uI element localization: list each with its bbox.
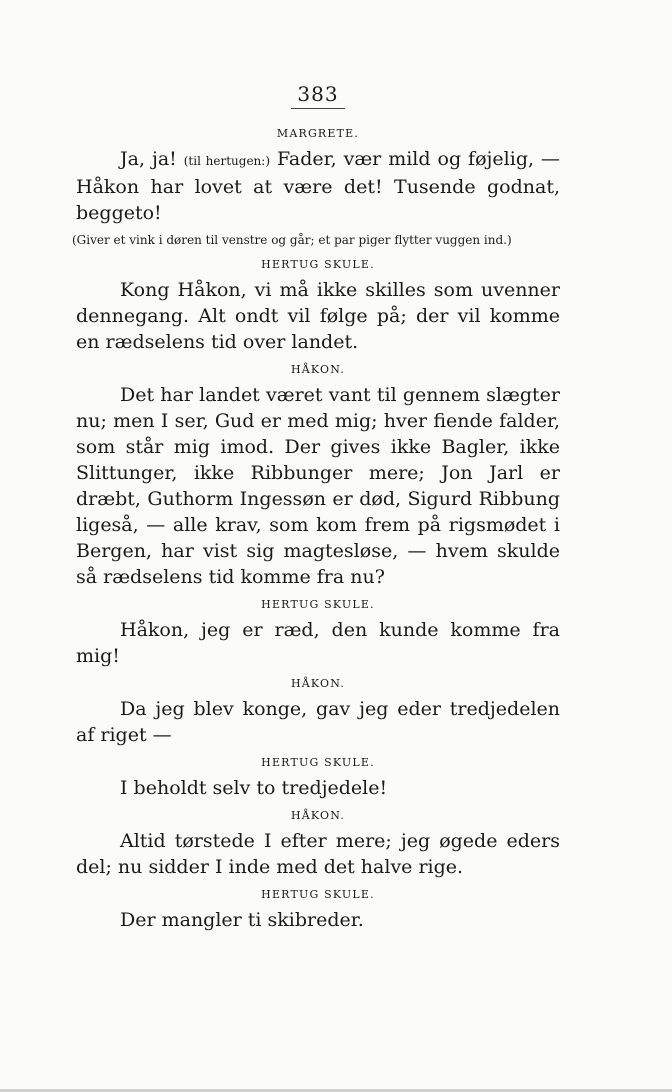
speaker-name: HERTUG SKULE. [261,598,375,611]
speaker-name: HERTUG SKULE. [261,756,375,769]
speech-text: Kong Håkon, vi må ikke skilles som uvenner dennegang. Alt ondt vil følge på; der vil komme en rædselens tid over landet. [76,279,560,353]
speech-text: Ja, ja! (til hertugen:) Fader, vær mild og føjelig, — Håkon har lovet at være det! Tusende godnat, beggeto! [76,148,560,224]
speech-text: Håkon, jeg er ræd, den kunde komme fra mig! [76,619,560,667]
speech-text: I beholdt selv to tredjedele! [120,777,388,799]
page-number: 383 [76,82,560,109]
speech-text: Der mangler ti skibreder. [120,909,364,931]
speaker-name: HÅKON. [290,363,346,376]
book-page [72,82,560,933]
speaker-name: HERTUG SKULE. [261,888,375,901]
speech-text: Altid tørstede I efter mere; jeg øgede eders del; nu sidder I inde med det halve rige. [76,830,560,878]
speaker-name: HERTUG SKULE. [261,258,375,271]
stage-direction-inline: (til hertugen:) [183,154,271,168]
stage-direction: (Giver et vink i døren til venstre og går; et par piger flytter vuggen ind.) [72,233,512,247]
speaker-name: MARGRETE. [276,127,360,140]
speaker-name: HÅKON. [290,809,346,822]
speech-text: Det har landet været vant til gennem slægter nu; men I ser, Gud er med mig; hver fiende falder, som står mig imod. Der gives ikke Bagler, ikke Slittunger, ikke Ribbunger mere; Jon Jarl er dræbt, Guthorm Ingessøn er død, Sigurd Ribbung ligeså, — alle krav, som kom frem på rigsmødet i Bergen, har vist sig magtesløse, — hvem skulde så rædselens tid komme fra nu? [76,384,560,588]
speech-text: Da jeg blev konge, gav jeg eder tredjedelen af riget — [76,698,560,746]
speaker-name: HÅKON. [290,677,346,690]
